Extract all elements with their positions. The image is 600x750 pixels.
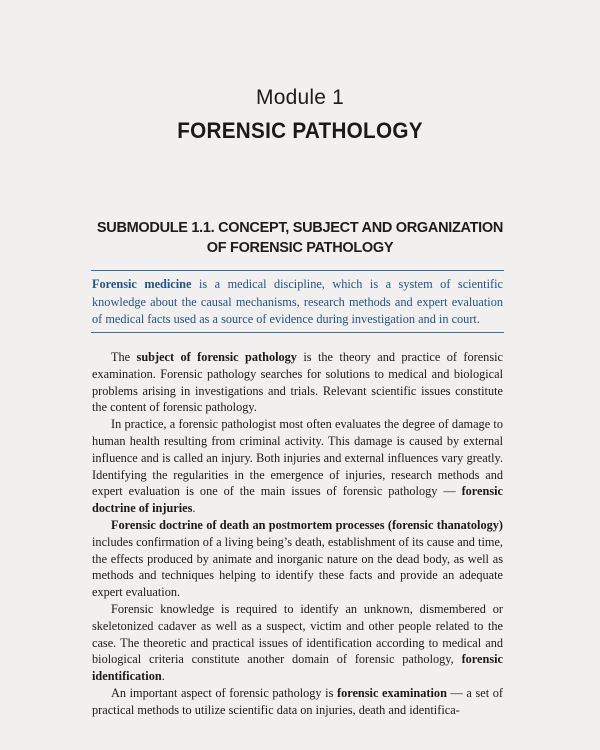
text-run: The <box>111 350 137 364</box>
module-title: FORENSIC PATHOLOGY <box>177 118 423 143</box>
text-run: includes confirmation of a living being’s death, establishment of its cause and time, the effects produced by animate and inorganic nature on the dead body, as well as methods and techniques helping to identify these facts and provide an adequate expert evaluation. <box>92 534 503 600</box>
definition-top-rule <box>91 270 504 271</box>
text-run: is the theory and practice of forensic examination. Forensic pathology searches for solutions to medical and biological problems arising in investigations and trials. Relevant scientific issues constitute the content of forensic pathology. <box>92 350 503 415</box>
text-run: . <box>192 501 196 516</box>
bold-term: Forensic doctrine of death an postmortem processes (forensic thanatology) <box>111 517 503 532</box>
definition-box <box>92 276 503 329</box>
submodule-title: SUBMODULE 1.1. CONCEPT, SUBJECT AND ORGANIZATION OF FORENSIC PATHOLOGY <box>96 220 504 256</box>
body-paragraph <box>92 416 503 517</box>
body-paragraph <box>92 685 503 719</box>
definition-bottom-rule <box>91 332 504 333</box>
module-label: Module 1 <box>256 86 344 109</box>
text-run: An important aspect of forensic pathology is <box>111 685 337 700</box>
text-run: . <box>161 669 165 684</box>
bold-term: subject of forensic pathology <box>136 350 297 364</box>
text-run: In practice, a forensic pathologist most often evaluates the degree of damage to human health resulting from criminal activity. This damage is caused by external influence and is called an injury. Both injuries and external influences vary greatly. Identifying the regularities in the emergence of injuries, research methods and expert evaluation is one of the main issues of forensic pathology — <box>92 417 503 499</box>
text-run: — a set of practical methods to utilize scientific data on injuries, death and identifica- <box>92 685 503 717</box>
text-run: Forensic knowledge is required to identify an unknown, dismembered or skeletonized cadaver as well as a suspect, victim and other people related to the case. The theoretic and practical issues of identification according to medical and biological criteria constitute another domain of forensic pathology, <box>92 601 503 667</box>
body-paragraph <box>92 601 503 685</box>
definition-term: Forensic medicine <box>92 277 192 291</box>
bold-term: forensic identification <box>92 652 503 684</box>
body-paragraph <box>92 349 503 416</box>
body-text <box>92 349 503 719</box>
definition-text: is a medical discipline, which is a system of scientific knowledge about the causal mechanisms, research methods and expert evaluation of medical facts used as a source of evidence during investigation and in court. <box>92 277 503 326</box>
bold-term: forensic doctrine of injuries <box>92 484 503 516</box>
bold-term: forensic examination <box>336 685 447 700</box>
body-paragraph <box>92 517 503 601</box>
